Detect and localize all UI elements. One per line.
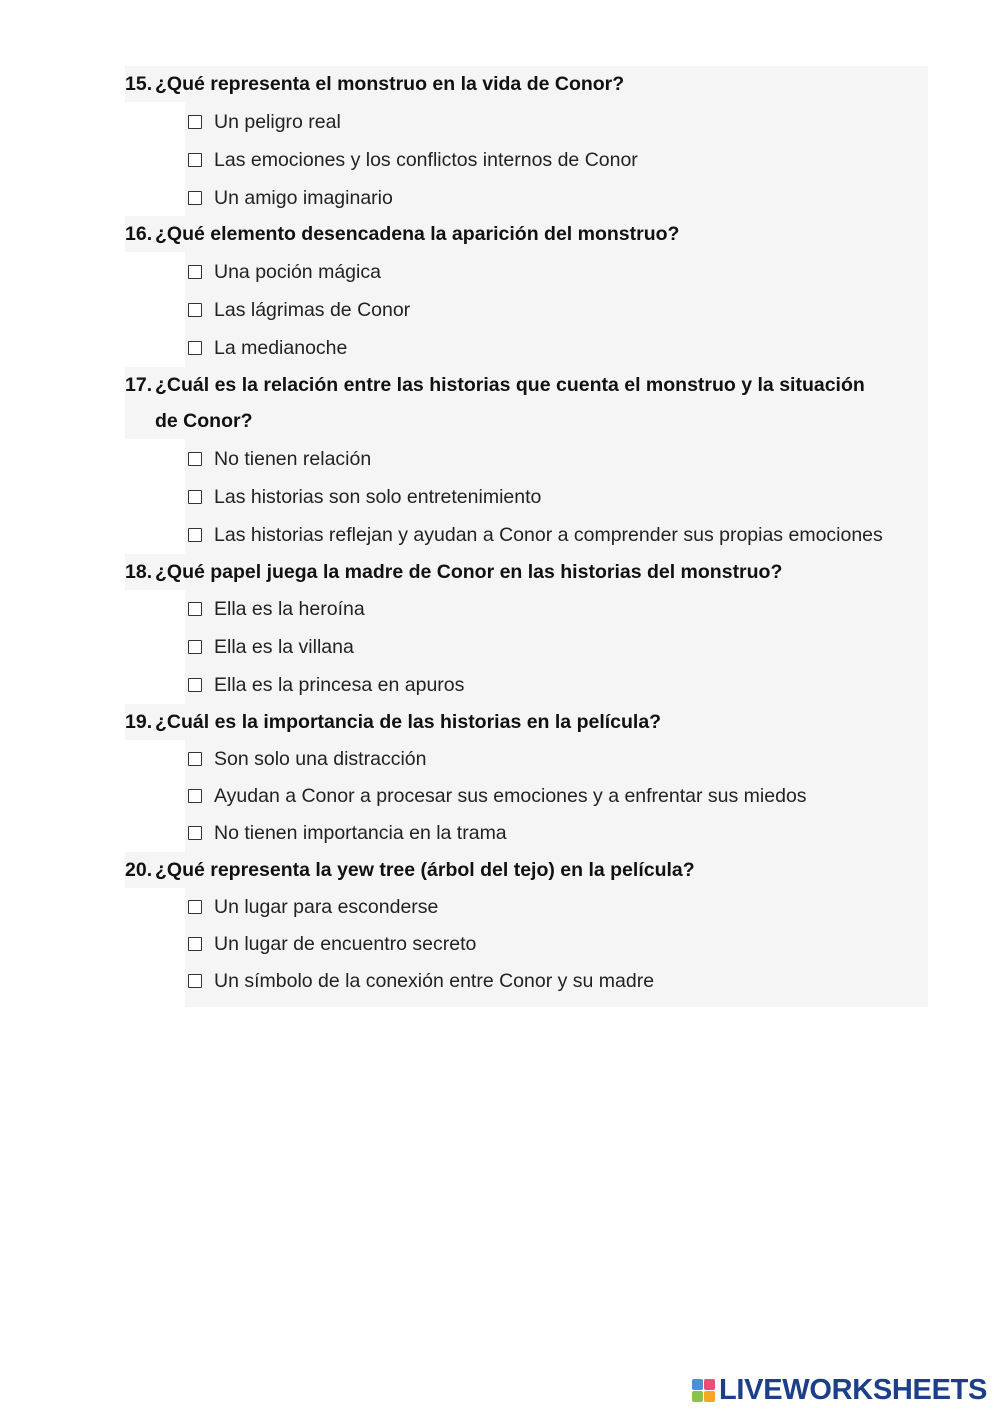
option-20-b[interactable]	[188, 930, 476, 958]
checkbox[interactable]	[188, 826, 202, 840]
option-18-a[interactable]	[188, 595, 365, 623]
option-label: Las historias son solo entretenimiento	[214, 485, 542, 508]
checkbox[interactable]	[188, 602, 202, 616]
liveworksheets-logo	[692, 1374, 987, 1406]
checkbox[interactable]	[188, 153, 202, 167]
question-number: 18.	[125, 561, 153, 583]
checkbox[interactable]	[188, 191, 202, 205]
option-label: Las historias reflejan y ayudan a Conor a comprender sus propias emociones	[214, 523, 883, 546]
option-label: Las emociones y los conflictos internos de Conor	[214, 148, 638, 171]
checkbox[interactable]	[188, 752, 202, 766]
checkbox[interactable]	[188, 452, 202, 466]
checkbox[interactable]	[188, 678, 202, 692]
option-19-a[interactable]	[188, 745, 426, 773]
question-text: ¿Qué representa el monstruo en la vida de Conor?	[155, 73, 625, 95]
option-label: Las lágrimas de Conor	[214, 298, 411, 321]
checkbox[interactable]	[188, 115, 202, 129]
option-label: Un amigo imaginario	[214, 186, 393, 209]
checkbox[interactable]	[188, 490, 202, 504]
question-number: 20.	[125, 859, 153, 881]
question-number: 17.	[125, 374, 153, 396]
option-16-a[interactable]	[188, 258, 381, 286]
option-label: Un lugar para esconderse	[214, 895, 439, 918]
option-label: Ella es la princesa en apuros	[214, 673, 465, 696]
logo-mark-icon	[692, 1379, 715, 1402]
option-16-b[interactable]	[188, 296, 410, 324]
checkbox[interactable]	[188, 341, 202, 355]
option-label: Un lugar de encuentro secreto	[214, 932, 477, 955]
question-16	[125, 216, 928, 252]
option-label: Ella es la villana	[214, 635, 354, 658]
question-17	[125, 367, 928, 439]
logo-tile	[704, 1379, 715, 1390]
checkbox[interactable]	[188, 974, 202, 988]
question-15	[125, 66, 928, 102]
option-label: La medianoche	[214, 336, 348, 359]
option-label: Un peligro real	[214, 110, 341, 133]
option-label: Una poción mágica	[214, 260, 381, 283]
logo-text: LIVEWORKSHEETS	[719, 1373, 988, 1406]
question-number: 15.	[125, 73, 153, 95]
option-15-c[interactable]	[188, 184, 393, 212]
option-15-b[interactable]	[188, 146, 638, 174]
option-label: Un símbolo de la conexión entre Conor y su madre	[214, 969, 655, 992]
question-20	[125, 852, 928, 888]
option-label: No tienen relación	[214, 447, 372, 470]
checkbox[interactable]	[188, 640, 202, 654]
option-20-a[interactable]	[188, 893, 438, 921]
logo-tile	[704, 1391, 715, 1402]
option-20-c[interactable]	[188, 967, 654, 995]
question-19	[125, 704, 928, 740]
checkbox[interactable]	[188, 937, 202, 951]
question-number: 16.	[125, 223, 153, 245]
question-text: ¿Qué representa la yew tree (árbol del tejo) en la película?	[155, 859, 695, 881]
option-label: Ella es la heroína	[214, 597, 365, 620]
question-text: ¿Cuál es la relación entre las historias que cuenta el monstruo y la situación de Conor?	[155, 374, 865, 432]
checkbox[interactable]	[188, 303, 202, 317]
option-16-c[interactable]	[188, 334, 347, 362]
option-19-c[interactable]	[188, 819, 507, 847]
checkbox[interactable]	[188, 900, 202, 914]
option-19-b[interactable]	[188, 782, 807, 810]
checkbox[interactable]	[188, 528, 202, 542]
option-label: Ayudan a Conor a procesar sus emociones y a enfrentar sus miedos	[214, 784, 807, 807]
option-17-b[interactable]	[188, 483, 541, 511]
option-17-a[interactable]	[188, 445, 371, 473]
question-text: ¿Cuál es la importancia de las historias en la película?	[155, 711, 662, 733]
logo-tile	[692, 1379, 703, 1390]
checkbox[interactable]	[188, 789, 202, 803]
option-label: Son solo una distracción	[214, 747, 427, 770]
question-text: ¿Qué papel juega la madre de Conor en las historias del monstruo?	[155, 561, 783, 583]
question-number: 19.	[125, 711, 153, 733]
checkbox[interactable]	[188, 265, 202, 279]
option-15-a[interactable]	[188, 108, 341, 136]
question-text: ¿Qué elemento desencadena la aparición del monstruo?	[155, 223, 680, 245]
option-18-b[interactable]	[188, 633, 354, 661]
logo-tile	[692, 1391, 703, 1402]
option-label: No tienen importancia en la trama	[214, 821, 507, 844]
option-17-c[interactable]	[188, 521, 883, 549]
option-18-c[interactable]	[188, 671, 464, 699]
question-18	[125, 554, 928, 590]
